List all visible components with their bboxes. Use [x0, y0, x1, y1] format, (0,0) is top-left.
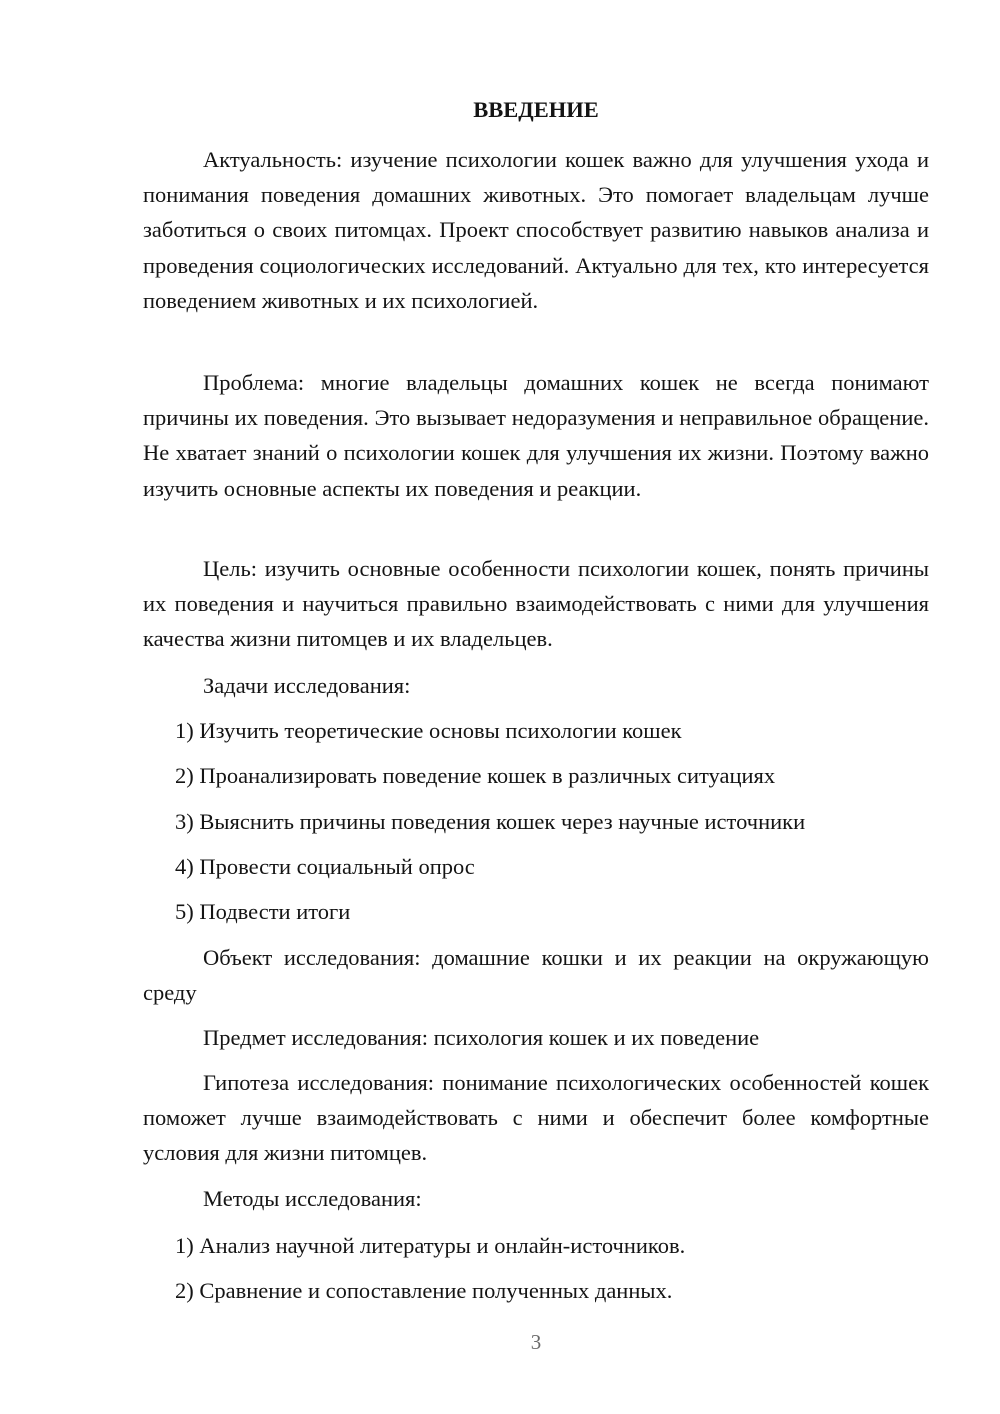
task-item-2: 2) Проанализировать поведение кошек в различных ситуациях [175, 763, 776, 788]
problem-paragraph: Проблема: многие владельцы домашних кошек не всегда понимают причины их поведения. Это вызывает недоразумения и неправильное обращение. Не хватает знаний о психологии кошек для улучшения их жизни. Поэтому важно изучить основные аспекты их поведения и реакции. [143, 370, 929, 501]
object-paragraph: Объект исследования: домашние кошки и их реакции на окружающую среду [143, 945, 929, 1006]
tasks-heading: Задачи исследования: [203, 673, 411, 698]
method-item-1: 1) Анализ научной литературы и онлайн-источников. [175, 1233, 686, 1258]
subject-paragraph: Предмет исследования: психология кошек и их поведение [203, 1025, 760, 1050]
methods-heading: Методы исследования: [203, 1186, 422, 1211]
goal-paragraph: Цель: изучить основные особенности психологии кошек, понять причины их поведения и научиться правильно взаимодействовать с ними для улучшения качества жизни питомцев и их владельцев. [143, 556, 929, 652]
task-item-5: 5) Подвести итоги [175, 899, 351, 924]
task-item-3: 3) Выяснить причины поведения кошек через научные источники [175, 809, 806, 834]
relevance-paragraph: Актуальность: изучение психологии кошек важно для улучшения ухода и понимания поведения домашних животных. Это помогает владельцам лучше заботиться о своих питомцах. Проект способствует развитию навыков анализа и проведения социологических исследований. Актуально для тех, кто интересуется поведением животных и их психологией. [143, 147, 929, 313]
page-number: 3 [530, 1330, 542, 1354]
task-item-4: 4) Провести социальный опрос [175, 854, 475, 879]
hypothesis-paragraph: Гипотеза исследования: понимание психологических особенностей кошек поможет лучше взаимодействовать с ними и обеспечит более комфортные условия для жизни питомцев. [143, 1070, 929, 1166]
task-item-1: 1) Изучить теоретические основы психологии кошек [175, 718, 682, 743]
method-item-2: 2) Сравнение и сопоставление полученных данных. [175, 1278, 673, 1303]
section-title: ВВЕДЕНИЕ [473, 97, 599, 122]
